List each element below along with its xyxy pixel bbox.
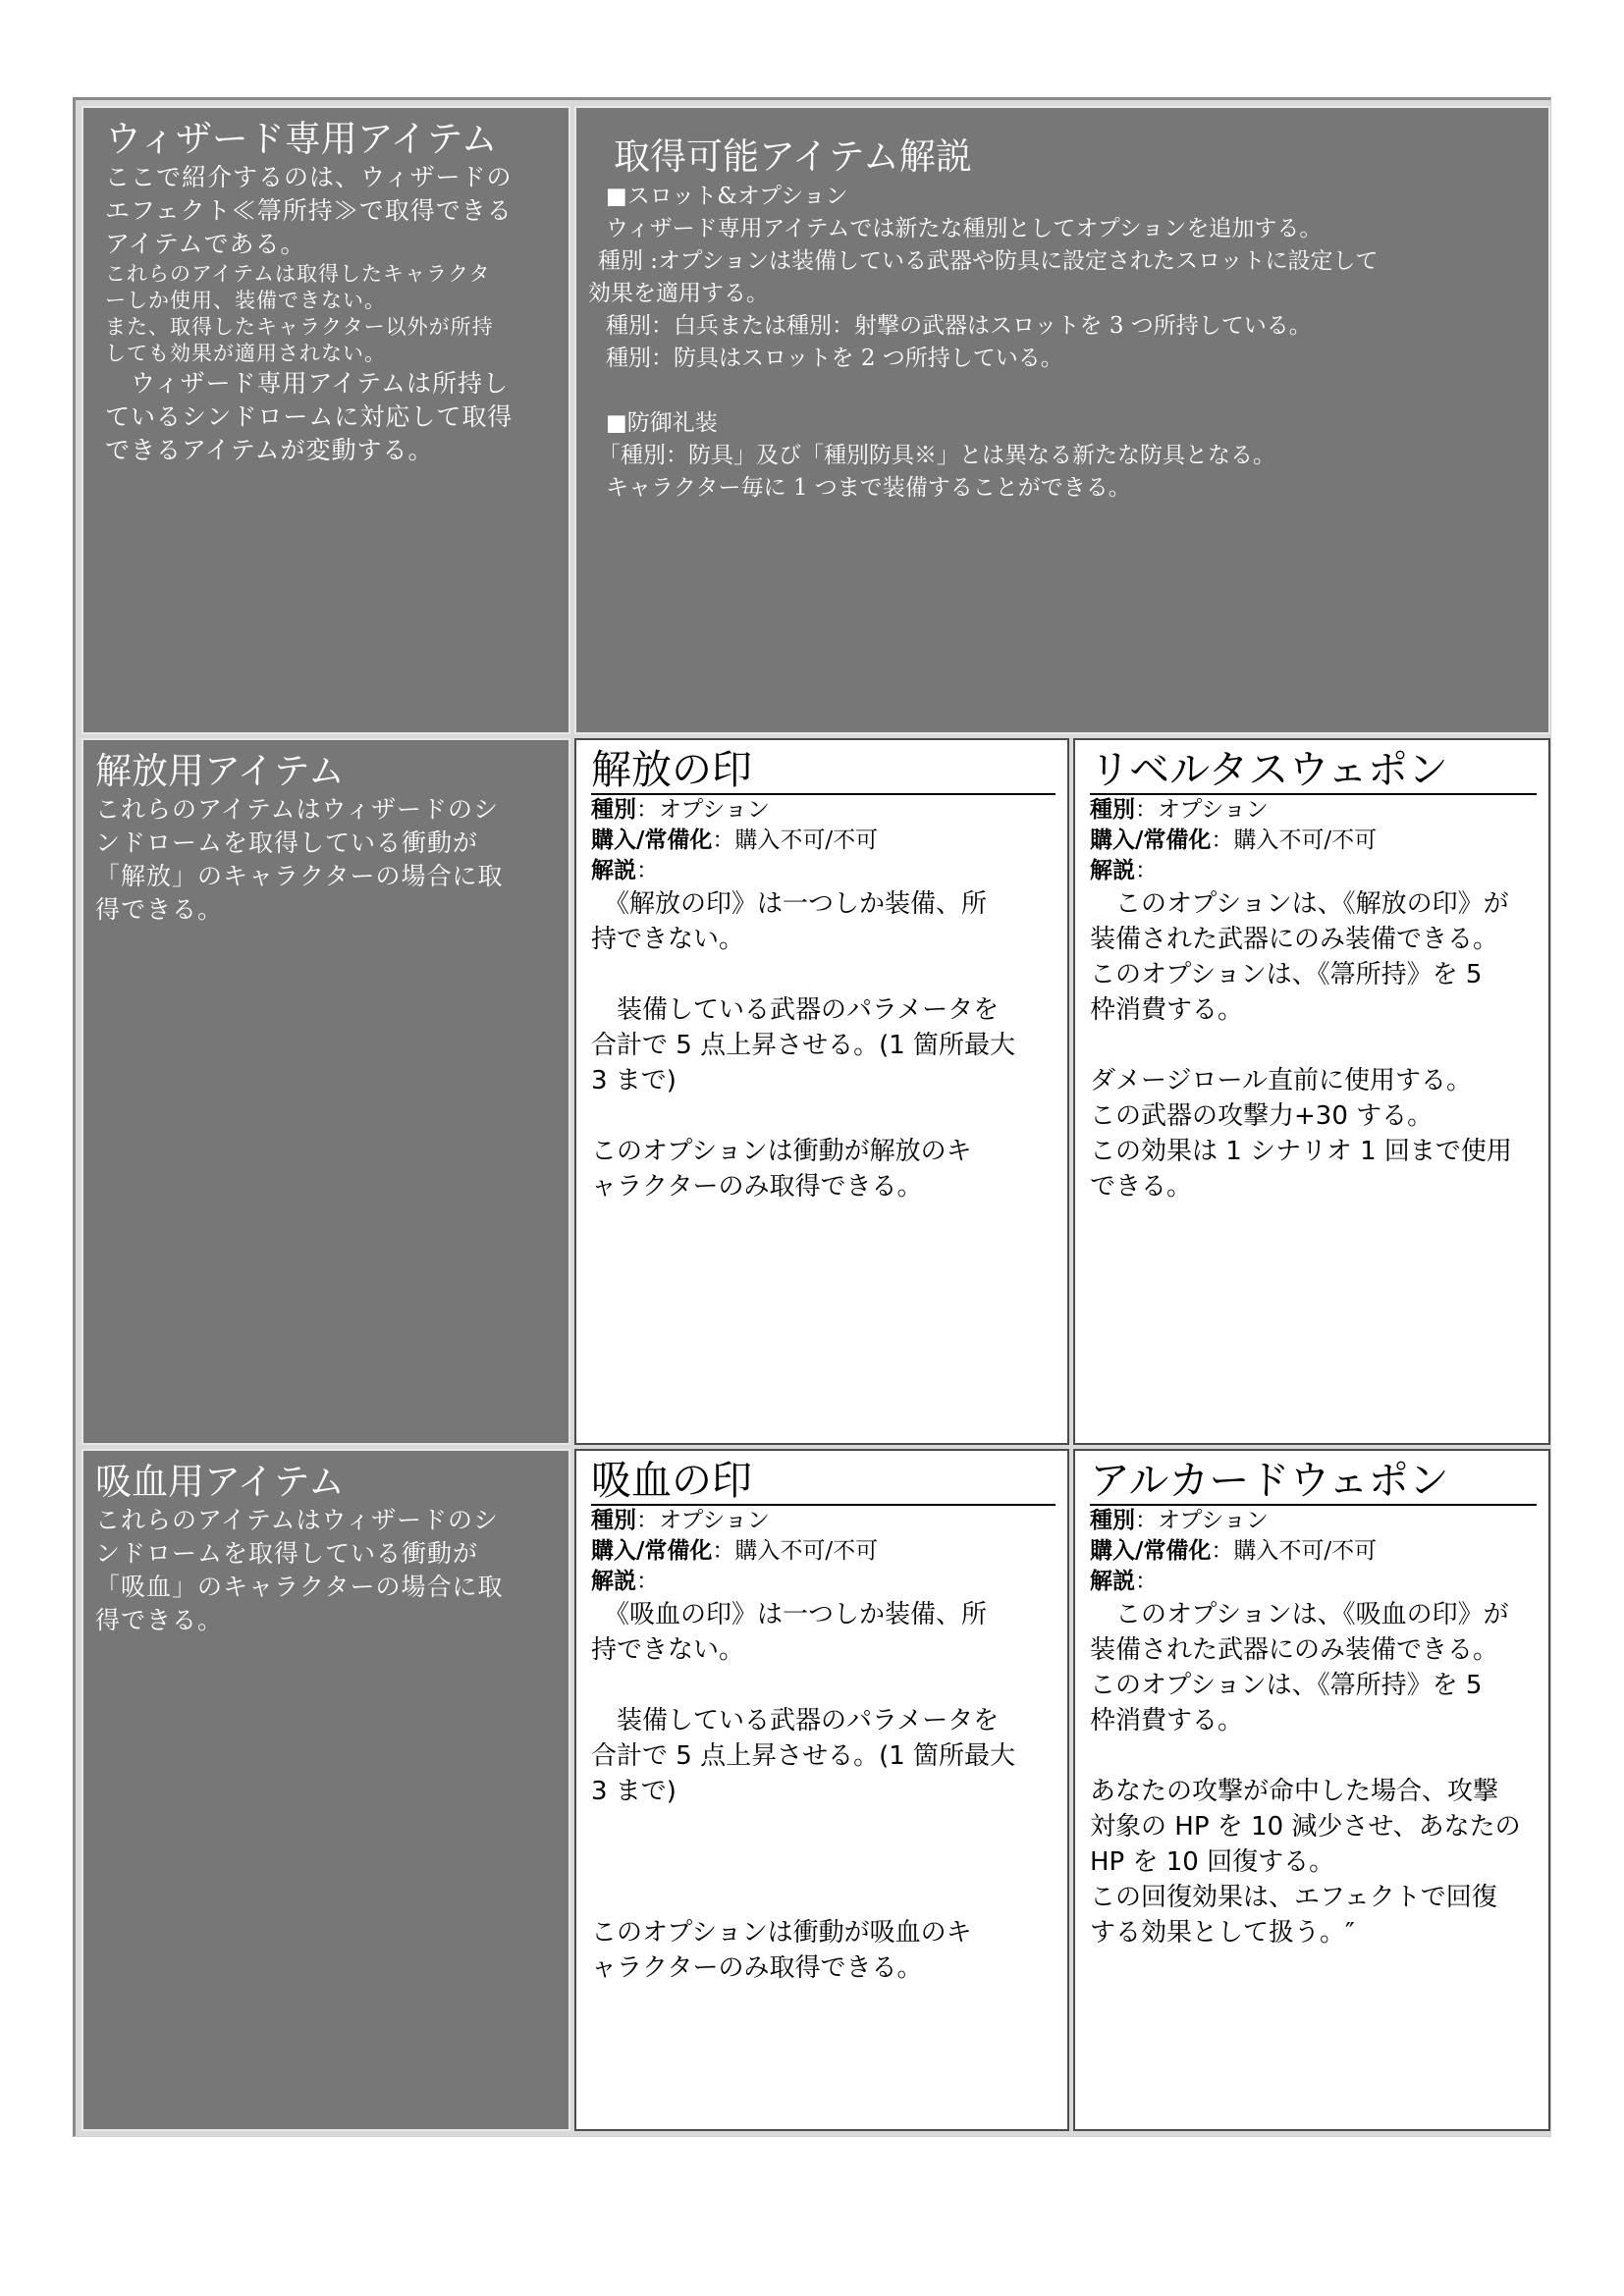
type-value: ：オプション (1135, 797, 1269, 823)
desc-line: する効果として扱う。″ (1090, 1918, 1355, 1948)
intro-line: これらのアイテムは取得したキャラクタ (105, 262, 491, 286)
intro-line: エフェクト≪箒所持≫で取得できる (105, 196, 513, 225)
release-seal-buy (576, 826, 1067, 856)
intro-paragraph-2 (105, 261, 555, 367)
desc-line: 3 まで) (591, 1066, 677, 1095)
intro-line: ーしか使用、装備できない。 (105, 289, 386, 312)
release-title: 解放用アイテム (95, 750, 345, 792)
alucard-desc-label (1075, 1567, 1548, 1597)
desc-suffix: ： (636, 858, 659, 883)
intro-cell (81, 106, 570, 734)
desc-line: このオプションは衝動が吸血のキ (591, 1918, 972, 1948)
desc-line: 枠消費する。 (1090, 995, 1244, 1025)
spacer (591, 1809, 1056, 1844)
alucard-desc (1075, 1597, 1548, 1950)
desc-label: 解説 (1090, 1569, 1135, 1594)
desc-suffix: ： (1135, 858, 1158, 883)
spacer (591, 1880, 1056, 1915)
intro-title: ウィザード専用アイテム (105, 118, 498, 160)
intro-line: しても効果が適用されない。 (105, 342, 386, 365)
release-line: 「解放」のキャラクターの場合に取 (95, 862, 504, 890)
desc-line: このオプションは衝動が解放のキ (591, 1137, 972, 1166)
spacer (591, 1844, 1056, 1880)
alucard-card (1073, 1449, 1550, 2131)
vampire-seal-buy (576, 1536, 1067, 1567)
buy-value: ：購入不可/不可 (1211, 1538, 1378, 1564)
desc-line: 枠消費する。 (1090, 1706, 1244, 1735)
type-label: 種別 (591, 797, 636, 823)
vampire-seal-card (574, 1449, 1069, 2131)
rebellatus-buy (1075, 826, 1548, 856)
type-value: ：オプション (1135, 1508, 1269, 1533)
rebellatus-desc (1075, 886, 1548, 1204)
type-value: ：オプション (636, 1508, 770, 1533)
release-line: 得できる。 (95, 895, 224, 924)
desc-line: 持できない。 (591, 1635, 745, 1665)
buy-label: 購入/常備化 (1090, 828, 1212, 853)
rebellatus-card (1073, 738, 1550, 1445)
desc-line: このオプションは、《解放の印》が (1090, 889, 1509, 919)
rebellatus-title: リベルタスウェポン (1090, 740, 1537, 795)
vampire-line: 「吸血」のキャラクターの場合に取 (95, 1573, 504, 1601)
explain-line: ■防御礼装 (606, 410, 718, 436)
alucard-buy (1075, 1536, 1548, 1567)
explain-line: 種別：防具はスロットを 2 つ所持している。 (606, 346, 1063, 371)
desc-line: 3 まで) (591, 1777, 677, 1806)
release-line: ンドロームを取得している衝動が (95, 828, 479, 857)
desc-suffix: ： (1135, 1569, 1158, 1594)
alucard-type (1075, 1506, 1548, 1536)
intro-line: できるアイテムが変動する。 (105, 436, 434, 464)
rebellatus-type (1075, 795, 1548, 826)
vampire-seal-desc (576, 1597, 1067, 1986)
desc-line: この回復効果は、エフェクトで回復 (1090, 1883, 1497, 1912)
spacer (606, 375, 1537, 407)
release-seal-title: 解放の印 (591, 740, 1056, 795)
buy-value: ：購入不可/不可 (712, 828, 879, 853)
desc-label: 解説 (1090, 858, 1135, 883)
desc-line: できる。 (1090, 1172, 1193, 1201)
explain-line: キャラクター毎に 1 つまで装備することができる。 (606, 475, 1131, 501)
release-seal-desc (576, 886, 1067, 1204)
intro-line: アイテムである。 (105, 230, 306, 258)
desc-line: 《吸血の印》は一つしか装備、所 (591, 1600, 988, 1629)
desc-line: ャラクターのみ取得できる。 (591, 1172, 923, 1201)
desc-line: このオプションは、《箒所持》を 5 (1090, 960, 1483, 989)
desc-line: ダメージロール直前に使用する。 (1090, 1066, 1472, 1095)
intro-paragraph-1 (105, 161, 555, 261)
intro-line: ここで紹介するのは、ウィザードの (105, 163, 513, 191)
desc-line: このオプションは、《箒所持》を 5 (1090, 1671, 1483, 1700)
explain-line: 種別：白兵または種別：射撃の武器はスロットを 3 つ所持している。 (606, 313, 1312, 339)
desc-line: このオプションは、《吸血の印》が (1090, 1600, 1509, 1629)
spacer (591, 957, 1056, 992)
page-table (73, 97, 1551, 2137)
release-body (95, 793, 555, 927)
desc-line: HP を 10 回復する。 (1090, 1847, 1335, 1877)
explain-line: ウィザード専用アイテムでは新たな種別としてオプションを追加する。 (606, 216, 1323, 241)
desc-line: 装備している武器のパラメータを (591, 1706, 1000, 1735)
buy-label: 購入/常備化 (1090, 1538, 1212, 1564)
type-label: 種別 (591, 1508, 636, 1533)
vampire-line: ンドロームを取得している衝動が (95, 1539, 479, 1568)
desc-line: ャラクターのみ取得できる。 (591, 1953, 923, 1983)
release-seal-desc-label (576, 856, 1067, 886)
release-seal-card (574, 738, 1069, 1445)
release-cell (81, 738, 570, 1445)
buy-label: 購入/常備化 (591, 828, 713, 853)
desc-line: 合計で 5 点上昇させる。(1 箇所最大 (591, 1031, 1016, 1060)
desc-suffix: ： (636, 1569, 659, 1594)
vampire-body (95, 1504, 555, 1637)
desc-line: 装備された武器にのみ装備できる。 (1090, 1635, 1499, 1665)
explain-title: 取得可能アイテム解説 (614, 135, 972, 178)
vampire-title: 吸血用アイテム (95, 1461, 345, 1503)
type-label: 種別 (1090, 1508, 1135, 1533)
intro-paragraph-3 (105, 367, 555, 467)
release-seal-type (576, 795, 1067, 826)
intro-line: ているシンドロームに対応して取得 (105, 402, 514, 431)
desc-line: 持できない。 (591, 925, 745, 954)
spacer (591, 1668, 1056, 1703)
desc-line: この効果は 1 シナリオ 1 回まで使用 (1090, 1137, 1512, 1166)
type-label: 種別 (1090, 797, 1135, 823)
rebellatus-desc-label (1075, 856, 1548, 886)
vampire-cell (81, 1449, 570, 2131)
type-value: ：オプション (636, 797, 770, 823)
buy-value: ：購入不可/不可 (1211, 828, 1378, 853)
explain-line: 「種別：防具」及び「種別防具※」とは異なる新たな防具となる。 (598, 443, 1275, 468)
buy-label: 購入/常備化 (591, 1538, 713, 1564)
explain-body (576, 181, 1548, 505)
desc-label: 解説 (591, 858, 636, 883)
desc-line: 装備している武器のパラメータを (591, 995, 1000, 1025)
vampire-seal-title: 吸血の印 (591, 1451, 1056, 1506)
explain-line: 効果を適用する。 (588, 281, 769, 306)
explain-cell (574, 106, 1550, 734)
vampire-line: 得できる。 (95, 1606, 224, 1634)
desc-line: 合計で 5 点上昇させる。(1 箇所最大 (591, 1741, 1016, 1771)
release-line: これらのアイテムはウィザードのシ (95, 795, 500, 824)
spacer (591, 1098, 1056, 1134)
vampire-seal-type (576, 1506, 1067, 1536)
vampire-seal-desc-label (576, 1567, 1067, 1597)
alucard-title: アルカードウェポン (1090, 1451, 1537, 1506)
intro-line: また、取得したキャラクター以外が所持 (105, 315, 494, 339)
desc-line: あなたの攻撃が命中した場合、攻撃 (1090, 1777, 1499, 1806)
vampire-line: これらのアイテムはウィザードのシ (95, 1506, 500, 1534)
explain-line: 種別 :オプションは装備している武器や防具に設定されたスロットに設定して (598, 248, 1379, 274)
buy-value: ：購入不可/不可 (712, 1538, 879, 1564)
spacer (1090, 1738, 1537, 1774)
desc-line: 対象の HP を 10 減少させ、あなたの (1090, 1812, 1521, 1842)
desc-label: 解説 (591, 1569, 636, 1594)
explain-line: ■スロット&オプション (606, 184, 848, 209)
spacer (1090, 1028, 1537, 1063)
desc-line: 《解放の印》は一つしか装備、所 (591, 889, 988, 919)
desc-line: この武器の攻撃力+30 する。 (1090, 1101, 1434, 1131)
desc-line: 装備された武器にのみ装備できる。 (1090, 925, 1499, 954)
intro-line: ウィザード専用アイテムは所持し (105, 369, 510, 398)
